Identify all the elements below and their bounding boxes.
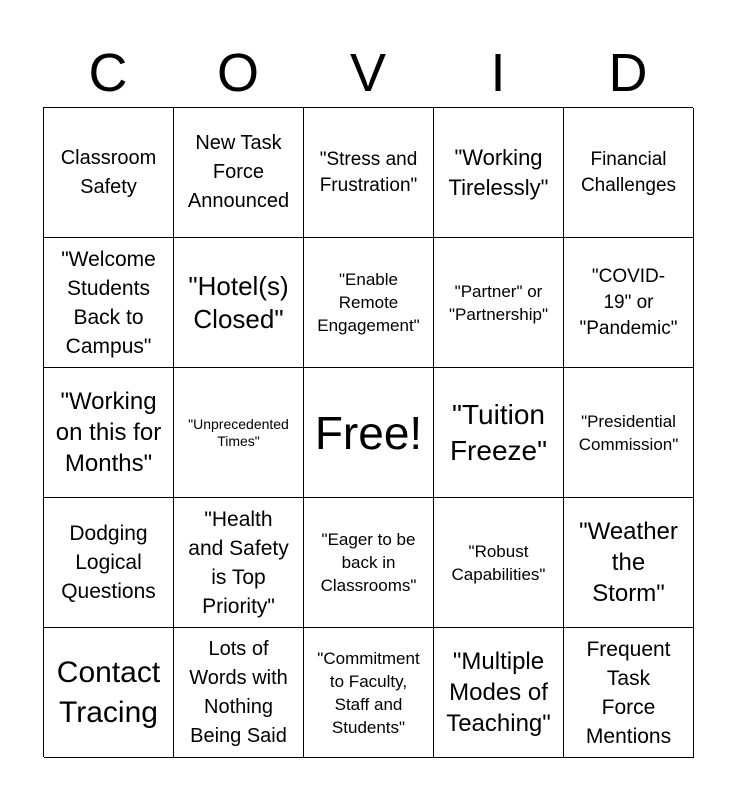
bingo-cell[interactable] (434, 238, 564, 368)
bingo-cell[interactable] (564, 108, 694, 238)
header-letter-i: I (490, 43, 506, 103)
cell-text: "Enable Remote Engagement" (317, 270, 420, 335)
cell-text: "Working Tirelessly" (448, 144, 549, 200)
bingo-cell[interactable] (304, 108, 434, 238)
bingo-cell[interactable] (434, 498, 564, 628)
free-space[interactable] (304, 368, 434, 498)
bingo-cell[interactable] (304, 238, 434, 368)
cell-text: Classroom Safety (60, 146, 157, 198)
bingo-cell[interactable] (434, 368, 564, 498)
bingo-cell[interactable] (174, 628, 304, 758)
bingo-cell[interactable] (564, 498, 694, 628)
cell-text: Dodging Logical Questions (61, 522, 156, 603)
bingo-cell[interactable] (174, 498, 304, 628)
cell-text: "Tuition Freeze" (449, 398, 548, 466)
bingo-grid (43, 107, 693, 757)
bingo-cell[interactable] (174, 368, 304, 498)
bingo-cell[interactable] (44, 498, 174, 628)
header-letter-c: C (88, 43, 128, 103)
cell-text: "Welcome Students Back to Campus" (61, 247, 156, 358)
cell-text: Contact Tracing (56, 655, 161, 729)
bingo-cell[interactable] (304, 628, 434, 758)
bingo-cell[interactable] (44, 238, 174, 368)
cell-text: Financial Challenges (580, 148, 677, 196)
bingo-cell[interactable] (174, 108, 304, 238)
cell-text: "Weather the Storm" (579, 518, 678, 607)
cell-text: "COVID- 19" or "Pandemic" (579, 265, 678, 339)
bingo-cell[interactable] (564, 238, 694, 368)
cell-text: "Working on this for Months" (55, 388, 162, 477)
bingo-cell[interactable] (564, 368, 694, 498)
header-letter-d: D (608, 43, 648, 103)
cell-text: "Presidential Commission" (578, 411, 679, 454)
bingo-cell[interactable] (44, 628, 174, 758)
bingo-cell[interactable] (304, 498, 434, 628)
cell-text: "Health and Safety is Top Priority" (188, 507, 289, 618)
cell-text: Lots of Words with Nothing Being Said (189, 637, 288, 747)
bingo-cell[interactable] (434, 108, 564, 238)
cell-text: "Multiple Modes of Teaching" (446, 648, 551, 737)
cell-text: "Eager to be back in Classrooms" (320, 530, 417, 595)
cell-text: "Robust Capabilities" (451, 541, 546, 584)
header-letter-v: V (349, 43, 387, 103)
header-letter-o: O (216, 43, 259, 103)
bingo-cell[interactable] (44, 368, 174, 498)
bingo-header (43, 38, 693, 108)
cell-text: "Stress and Frustration" (319, 148, 418, 196)
bingo-cell[interactable] (44, 108, 174, 238)
cell-text: "Hotel(s) Closed" (188, 270, 289, 334)
cell-text: New Task Force Announced (187, 132, 290, 212)
cell-text: "Partner" or "Partnership" (448, 281, 548, 324)
cell-text: "Unprecedented Times" (188, 415, 289, 449)
bingo-cell[interactable] (564, 628, 694, 758)
cell-text: Frequent Task Force Mentions (585, 637, 672, 748)
cell-text: Free! (314, 406, 423, 459)
bingo-cell[interactable] (174, 238, 304, 368)
cell-text: "Commitment to Faculty, Staff and Students" (317, 648, 420, 737)
bingo-cell[interactable] (434, 628, 564, 758)
